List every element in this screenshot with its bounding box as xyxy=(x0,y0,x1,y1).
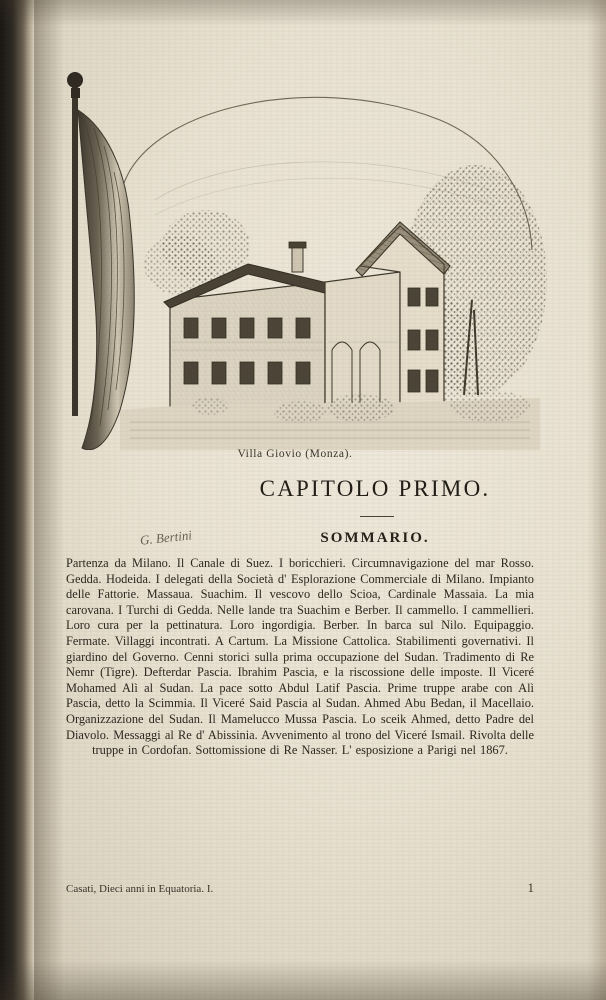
summary-text: Partenza da Milano. Il Canale di Suez. I boricchieri. Circumnavigazione del mar Rosso. Gedda. Hodeida. I delegati della Società d' Esplorazione Commerciale di Milano. Impianto delle Fattorie. Massaua. Suachim. Il vescovo dello Scioa, Cardinale Massaia. La mia carovana. I Turchi di Gedda. Nelle lande tra Suachim e Berber. Il cammello. I cammellieri. Loro cura per la pettinatura. Loro ingordigia. Berber. In barca sul Nilo. Equipaggio. Fermate. Villaggi incontrati. A Cartum. La Missione Cattolica. Stabilimenti governativi. Il giardino del Governo. Cenni storici sulla prima occupazione del Sudan. Tradimento di Re Nemr (Tigre). Defterdar Pascia. Ibrahim Pascia, e la riscossione delle imposte. Il Viceré Mohamed Alì al Sudan. La pace sotto Abdul Latif Pascia. Prime truppe arabe con Alì Pascia, detto la Scimmia. Il Viceré Said Pascia al Sudan. Ahmed Abu Bedan, il Macellaio. Organizzazione del Sudan. Il Mamelucco Mussa Pascia. Lo sceik Ahmed, detto Padre del Diavolo. Messaggi al Re d' Abissinia. Avvenimento al trono del Viceré Ismail. Rivolta delle truppe in Cordofan. Sottomissione di Re Nasser. L' esposizione a Parigi nel 1867. xyxy=(66,556,534,758)
page-footer xyxy=(66,880,534,896)
page-number: 1 xyxy=(527,880,534,895)
chapter-title: CAPITOLO PRIMO. xyxy=(259,476,491,501)
page-content xyxy=(60,0,580,1000)
title-divider xyxy=(360,516,394,517)
binding-gutter xyxy=(0,0,34,1000)
villa-engraving xyxy=(60,50,560,450)
artist-signature: G. Bertini xyxy=(139,527,193,548)
section-heading: SOMMARIO. xyxy=(320,530,430,546)
illustration-caption: Villa Giovio (Monza). xyxy=(237,448,353,460)
page-edge-right xyxy=(588,0,606,1000)
footer-running-title: Casati, Dieci anni in Equatoria. I. xyxy=(66,883,214,895)
summary-paragraph xyxy=(66,556,534,759)
